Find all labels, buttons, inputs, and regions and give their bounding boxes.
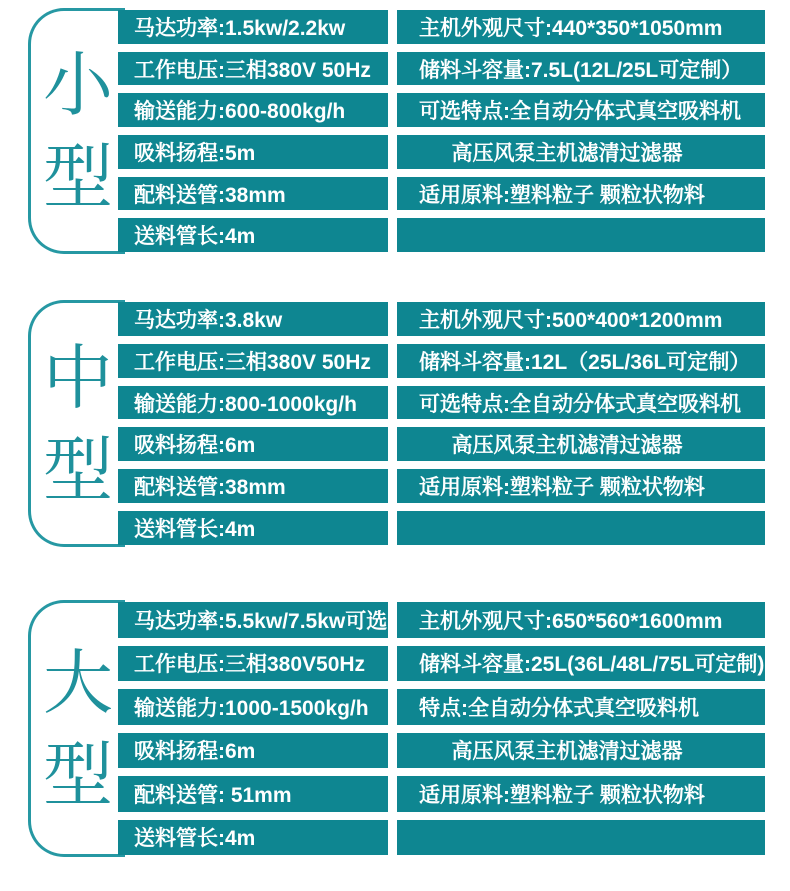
- spec-cell-motor-power: 马达功率:5.5kw/7.5kw可选: [118, 602, 388, 638]
- spec-cell-pipe-diameter: 配料送管: 51mm: [118, 776, 388, 812]
- spec-row: [118, 302, 765, 336]
- spec-cell-capacity: 输送能力:600-800kg/h: [118, 93, 388, 127]
- size-label-small: [28, 8, 125, 254]
- spec-cell-suction-height: 吸料扬程:5m: [118, 135, 388, 169]
- spec-cell-filter: 高压风泵主机滤清过滤器: [397, 733, 765, 769]
- spec-cell-materials: 适用原料:塑料粒子 颗粒状物料: [397, 177, 765, 211]
- spec-row: [118, 689, 765, 725]
- spec-section-small: [0, 8, 790, 254]
- spec-cell-materials: 适用原料:塑料粒子 颗粒状物料: [397, 776, 765, 812]
- spec-row: [118, 386, 765, 420]
- spec-cell-empty: [397, 218, 765, 252]
- spec-row: [118, 776, 765, 812]
- spec-row: [118, 344, 765, 378]
- spec-cell-features: 可选特点:全自动分体式真空吸料机: [397, 386, 765, 420]
- size-label-char: 小: [43, 46, 113, 124]
- spec-row: [118, 646, 765, 682]
- spec-cell-voltage: 工作电压:三相380V 50Hz: [118, 52, 388, 86]
- spec-cell-capacity: 输送能力:1000-1500kg/h: [118, 689, 388, 725]
- spec-cell-motor-power: 马达功率:3.8kw: [118, 302, 388, 336]
- spec-cell-suction-height: 吸料扬程:6m: [118, 427, 388, 461]
- spec-row: [118, 733, 765, 769]
- spec-cell-filter: 高压风泵主机滤清过滤器: [397, 427, 765, 461]
- spec-rows: [118, 10, 765, 252]
- spec-cell-hopper-volume: 储料斗容量:12L（25L/36L可定制）: [397, 344, 765, 378]
- size-label-char: 型: [43, 735, 113, 814]
- spec-cell-dimensions: 主机外观尺寸:650*560*1600mm: [397, 602, 765, 638]
- spec-cell-dimensions: 主机外观尺寸:500*400*1200mm: [397, 302, 765, 336]
- spec-row: [118, 135, 765, 169]
- size-label-char: 型: [43, 430, 113, 509]
- spec-row: [118, 93, 765, 127]
- spec-rows: [118, 302, 765, 545]
- size-label-char: 中: [43, 338, 113, 417]
- spec-row: [118, 52, 765, 86]
- spec-row: [118, 10, 765, 44]
- spec-cell-hopper-volume: 储料斗容量:25L(36L/48L/75L可定制): [397, 646, 765, 682]
- spec-cell-voltage: 工作电压:三相380V 50Hz: [118, 344, 388, 378]
- spec-cell-features: 可选特点:全自动分体式真空吸料机: [397, 93, 765, 127]
- spec-cell-materials: 适用原料:塑料粒子 颗粒状物料: [397, 469, 765, 503]
- size-label-char: 型: [43, 138, 113, 216]
- size-label-large: [28, 600, 125, 857]
- spec-cell-hose-length: 送料管长:4m: [118, 218, 388, 252]
- spec-section-large: [0, 600, 790, 857]
- spec-cell-dimensions: 主机外观尺寸:440*350*1050mm: [397, 10, 765, 44]
- spec-cell-empty: [397, 820, 765, 856]
- spec-row: [118, 511, 765, 545]
- spec-cell-hopper-volume: 储料斗容量:7.5L(12L/25L可定制）: [397, 52, 765, 86]
- spec-row: [118, 218, 765, 252]
- spec-row: [118, 427, 765, 461]
- spec-cell-pipe-diameter: 配料送管:38mm: [118, 177, 388, 211]
- spec-row: [118, 602, 765, 638]
- spec-cell-pipe-diameter: 配料送管:38mm: [118, 469, 388, 503]
- spec-cell-features: 特点:全自动分体式真空吸料机: [397, 689, 765, 725]
- spec-row: [118, 469, 765, 503]
- size-label-medium: [28, 300, 125, 547]
- spec-cell-hose-length: 送料管长:4m: [118, 511, 388, 545]
- spec-row: [118, 820, 765, 856]
- size-label-char: 大: [43, 643, 113, 722]
- spec-cell-suction-height: 吸料扬程:6m: [118, 733, 388, 769]
- spec-cell-filter: 高压风泵主机滤清过滤器: [397, 135, 765, 169]
- spec-cell-hose-length: 送料管长:4m: [118, 820, 388, 856]
- spec-cell-voltage: 工作电压:三相380V50Hz: [118, 646, 388, 682]
- spec-cell-empty: [397, 511, 765, 545]
- spec-cell-motor-power: 马达功率:1.5kw/2.2kw: [118, 10, 388, 44]
- spec-cell-capacity: 输送能力:800-1000kg/h: [118, 386, 388, 420]
- spec-rows: [118, 602, 765, 855]
- spec-section-medium: [0, 300, 790, 547]
- spec-row: [118, 177, 765, 211]
